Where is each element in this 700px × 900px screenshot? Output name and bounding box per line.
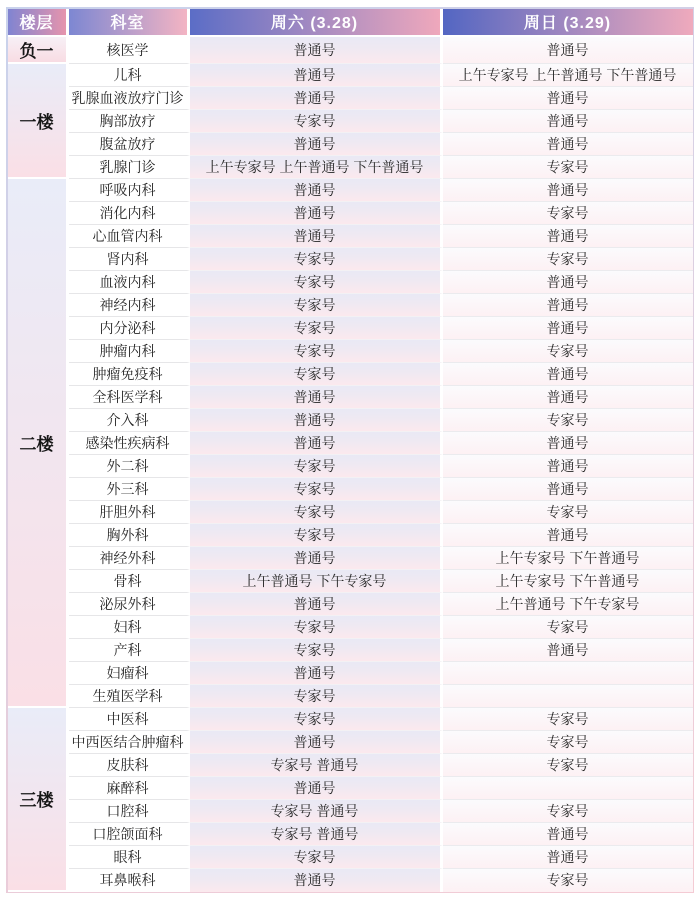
weekend-clinic-schedule-table [8, 9, 693, 892]
table-row [8, 363, 693, 386]
department-cell: 乳腺血液放疗门诊 [69, 87, 190, 110]
sunday-cell: 普通号 [443, 271, 693, 294]
sunday-cell: 普通号 [443, 478, 693, 501]
department-cell: 肿瘤内科 [69, 340, 190, 363]
saturday-cell: 专家号 [190, 478, 443, 501]
sunday-cell: 上午专家号 下午普通号 [443, 570, 693, 593]
saturday-cell: 专家号 [190, 271, 443, 294]
saturday-cell: 专家号 [190, 248, 443, 271]
department-cell: 妇科 [69, 616, 190, 639]
saturday-cell: 专家号 [190, 639, 443, 662]
saturday-cell: 普通号 [190, 593, 443, 616]
sunday-cell: 专家号 [443, 202, 693, 225]
table-row [8, 846, 693, 869]
sunday-cell: 专家号 [443, 869, 693, 892]
table-row [8, 64, 693, 87]
saturday-cell: 专家号 [190, 340, 443, 363]
table-row [8, 547, 693, 570]
department-cell: 胸外科 [69, 524, 190, 547]
table-row [8, 432, 693, 455]
saturday-cell: 专家号 [190, 616, 443, 639]
table-row [8, 616, 693, 639]
floor-cell: 二楼 [8, 179, 69, 708]
department-cell: 中西医结合肿瘤科 [69, 731, 190, 754]
saturday-cell: 普通号 [190, 409, 443, 432]
saturday-cell: 专家号 普通号 [190, 800, 443, 823]
saturday-cell: 专家号 [190, 455, 443, 478]
table-row [8, 501, 693, 524]
department-cell: 神经外科 [69, 547, 190, 570]
saturday-cell: 普通号 [190, 37, 443, 64]
department-cell: 产科 [69, 639, 190, 662]
saturday-cell: 普通号 [190, 386, 443, 409]
saturday-cell: 普通号 [190, 179, 443, 202]
saturday-cell: 专家号 普通号 [190, 823, 443, 846]
department-cell: 感染性疾病科 [69, 432, 190, 455]
department-cell: 泌尿外科 [69, 593, 190, 616]
saturday-cell: 普通号 [190, 225, 443, 248]
sunday-cell: 普通号 [443, 110, 693, 133]
table-row [8, 731, 693, 754]
sunday-cell: 普通号 [443, 363, 693, 386]
sunday-cell: 普通号 [443, 294, 693, 317]
sunday-cell: 专家号 [443, 616, 693, 639]
table-row [8, 685, 693, 708]
table-row [8, 110, 693, 133]
floor-cell: 负一 [8, 37, 69, 64]
table-row [8, 340, 693, 363]
department-cell: 内分泌科 [69, 317, 190, 340]
department-cell: 核医学 [69, 37, 190, 64]
sunday-cell: 普通号 [443, 133, 693, 156]
sunday-cell: 专家号 [443, 800, 693, 823]
saturday-cell: 专家号 [190, 708, 443, 731]
table-row [8, 133, 693, 156]
sunday-cell: 专家号 [443, 156, 693, 179]
sunday-cell: 上午专家号 下午普通号 [443, 547, 693, 570]
department-cell: 胸部放疗 [69, 110, 190, 133]
saturday-cell: 普通号 [190, 64, 443, 87]
department-cell: 口腔科 [69, 800, 190, 823]
table-row [8, 271, 693, 294]
saturday-cell: 专家号 [190, 524, 443, 547]
department-cell: 生殖医学科 [69, 685, 190, 708]
department-cell: 皮肤科 [69, 754, 190, 777]
sunday-cell: 专家号 [443, 754, 693, 777]
saturday-cell: 普通号 [190, 662, 443, 685]
saturday-cell: 专家号 [190, 317, 443, 340]
table-row [8, 570, 693, 593]
table-row [8, 708, 693, 731]
floor-cell: 三楼 [8, 708, 69, 892]
table-row [8, 639, 693, 662]
department-cell: 乳腺门诊 [69, 156, 190, 179]
table-row [8, 87, 693, 110]
table-row [8, 156, 693, 179]
saturday-cell: 专家号 [190, 685, 443, 708]
sunday-cell: 专家号 [443, 708, 693, 731]
department-cell: 外二科 [69, 455, 190, 478]
saturday-cell: 专家号 [190, 294, 443, 317]
table-row [8, 202, 693, 225]
saturday-cell: 普通号 [190, 133, 443, 156]
table-row [8, 593, 693, 616]
table-row [8, 823, 693, 846]
sunday-cell: 普通号 [443, 37, 693, 64]
department-cell: 外三科 [69, 478, 190, 501]
table-row [8, 524, 693, 547]
saturday-cell: 专家号 [190, 363, 443, 386]
department-cell: 介入科 [69, 409, 190, 432]
department-cell: 麻醉科 [69, 777, 190, 800]
sunday-cell: 普通号 [443, 317, 693, 340]
saturday-cell: 普通号 [190, 777, 443, 800]
department-cell: 神经内科 [69, 294, 190, 317]
sunday-cell: 专家号 [443, 501, 693, 524]
department-cell: 心血管内科 [69, 225, 190, 248]
department-cell: 耳鼻喉科 [69, 869, 190, 892]
table-row [8, 317, 693, 340]
department-cell: 血液内科 [69, 271, 190, 294]
table-row [8, 386, 693, 409]
saturday-cell: 专家号 普通号 [190, 754, 443, 777]
column-header-dept: 科室 [69, 9, 190, 37]
sunday-cell [443, 662, 693, 685]
department-cell: 骨科 [69, 570, 190, 593]
sunday-cell [443, 777, 693, 800]
table-row [8, 455, 693, 478]
sunday-cell: 普通号 [443, 432, 693, 455]
sunday-cell: 普通号 [443, 87, 693, 110]
sunday-cell: 普通号 [443, 225, 693, 248]
department-cell: 肾内科 [69, 248, 190, 271]
sunday-cell: 专家号 [443, 409, 693, 432]
saturday-cell: 普通号 [190, 547, 443, 570]
saturday-cell: 专家号 [190, 846, 443, 869]
header-row [8, 9, 693, 37]
schedule-table-frame [6, 7, 694, 893]
sunday-cell: 专家号 [443, 248, 693, 271]
sunday-cell [443, 685, 693, 708]
floor-cell: 一楼 [8, 64, 69, 179]
sunday-cell: 上午普通号 下午专家号 [443, 593, 693, 616]
table-row [8, 662, 693, 685]
table-row [8, 754, 693, 777]
sunday-cell: 专家号 [443, 340, 693, 363]
saturday-cell: 上午普通号 下午专家号 [190, 570, 443, 593]
sunday-cell: 普通号 [443, 386, 693, 409]
saturday-cell: 上午专家号 上午普通号 下午普通号 [190, 156, 443, 179]
sunday-cell: 普通号 [443, 639, 693, 662]
department-cell: 肿瘤免疫科 [69, 363, 190, 386]
table-row [8, 37, 693, 64]
department-cell: 全科医学科 [69, 386, 190, 409]
sunday-cell: 普通号 [443, 179, 693, 202]
sunday-cell: 普通号 [443, 524, 693, 547]
column-header-sun: 周日 (3.29) [443, 9, 693, 37]
table-row [8, 478, 693, 501]
department-cell: 中医科 [69, 708, 190, 731]
table-row [8, 294, 693, 317]
department-cell: 眼科 [69, 846, 190, 869]
sunday-cell: 普通号 [443, 455, 693, 478]
saturday-cell: 普通号 [190, 731, 443, 754]
sunday-cell: 普通号 [443, 823, 693, 846]
column-header-sat: 周六 (3.28) [190, 9, 443, 37]
table-row [8, 409, 693, 432]
table-row [8, 777, 693, 800]
sunday-cell: 上午专家号 上午普通号 下午普通号 [443, 64, 693, 87]
saturday-cell: 普通号 [190, 432, 443, 455]
department-cell: 肝胆外科 [69, 501, 190, 524]
table-row [8, 225, 693, 248]
department-cell: 消化内科 [69, 202, 190, 225]
table-row [8, 800, 693, 823]
saturday-cell: 普通号 [190, 202, 443, 225]
saturday-cell: 普通号 [190, 87, 443, 110]
department-cell: 口腔颌面科 [69, 823, 190, 846]
saturday-cell: 普通号 [190, 869, 443, 892]
department-cell: 儿科 [69, 64, 190, 87]
table-row [8, 248, 693, 271]
column-header-floor: 楼层 [8, 9, 69, 37]
department-cell: 腹盆放疗 [69, 133, 190, 156]
department-cell: 呼吸内科 [69, 179, 190, 202]
sunday-cell: 专家号 [443, 731, 693, 754]
table-row [8, 869, 693, 892]
department-cell: 妇瘤科 [69, 662, 190, 685]
saturday-cell: 专家号 [190, 110, 443, 133]
saturday-cell: 专家号 [190, 501, 443, 524]
table-row [8, 179, 693, 202]
sunday-cell: 普通号 [443, 846, 693, 869]
